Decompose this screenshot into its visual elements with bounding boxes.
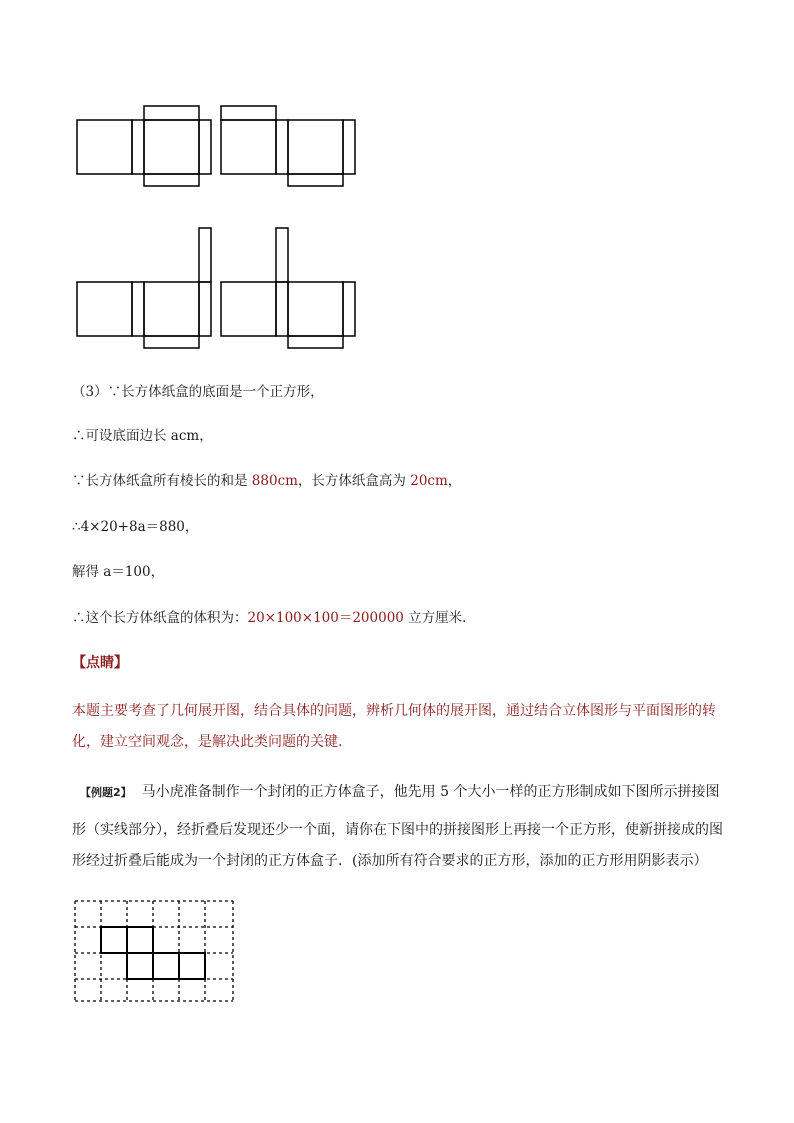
solution-line-3 bbox=[72, 471, 461, 491]
solution-line-6 bbox=[72, 608, 476, 628]
solution-line-3-part-e: ， bbox=[447, 473, 462, 489]
comment-line-1: 本题主要考查了几何展开图，结合具体的问题，辨析几何体的展开图，通过结合立体图形与平面图形的转 bbox=[72, 703, 716, 719]
example-badge: 【例题2】 bbox=[80, 786, 132, 799]
example-line-3: 形经过折叠后能成为一个封闭的正方体盒子．(添加所有符合要求的正方形，添加的正方形用阴影表示） bbox=[72, 853, 708, 869]
net-1 bbox=[77, 106, 211, 186]
solution-line-3-value-a: 880cm bbox=[251, 473, 298, 489]
solution-line-6-value: 20×100×100＝200000 bbox=[247, 610, 404, 626]
solution-line-3-part-a: ∵长方体纸盒所有棱长的和是 bbox=[72, 473, 252, 489]
solution-line-2: ∴可设底面边长 acm， bbox=[72, 428, 213, 444]
solution-line-5: 解得 a＝100， bbox=[72, 564, 165, 580]
net-3 bbox=[77, 228, 211, 348]
grid-figure bbox=[72, 898, 237, 1004]
solid-net bbox=[101, 927, 205, 979]
solution-line-6-part-c: 立方厘米． bbox=[403, 610, 476, 626]
example-line-1 bbox=[72, 782, 719, 803]
box-nets-figure bbox=[0, 0, 794, 360]
solution-line-3-part-c: ，长方体纸盒高为 bbox=[297, 473, 411, 489]
net-2 bbox=[221, 106, 355, 186]
comment-line-2: 化，建立空间观念，是解决此类问题的关键． bbox=[72, 734, 352, 750]
solution-line-4: ∴4×20+8a＝880， bbox=[72, 519, 199, 535]
comment-heading: 【点睛】 bbox=[72, 655, 128, 671]
solution-line-1: （3）∵长方体纸盒的底面是一个正方形， bbox=[72, 384, 324, 400]
solution-line-3-value-d: 20cm bbox=[410, 473, 448, 489]
example-line-1-text: 马小虎准备制作一个封闭的正方体盒子，他先用 5 个大小一样的正方形制成如下图所示拼接图 bbox=[141, 784, 720, 800]
example-line-2: 形（实线部分），经折叠后发现还少一个面，请你在下图中的拼接图形上再接一个正方形，使新拼接成的图 bbox=[72, 822, 723, 838]
net-4 bbox=[221, 228, 355, 348]
solution-line-6-part-a: ∴这个长方体纸盒的体积为： bbox=[72, 610, 248, 626]
